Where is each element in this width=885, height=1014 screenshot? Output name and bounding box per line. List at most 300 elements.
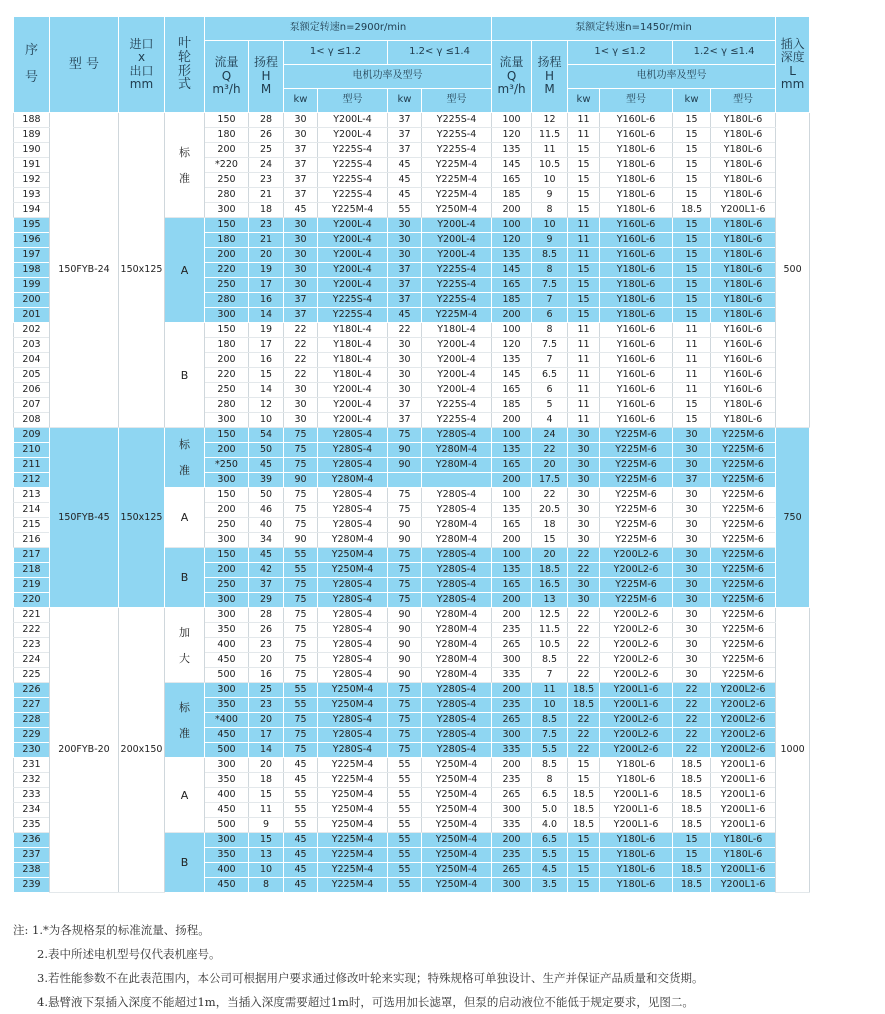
- cell-type2: Y280S-4: [422, 698, 492, 713]
- cell-flow: 220: [205, 263, 249, 278]
- cell-type3: Y180L-6: [600, 158, 673, 173]
- cell-kw1: 45: [284, 833, 318, 848]
- cell-head: 19: [249, 263, 284, 278]
- cell-kw4: 30: [673, 548, 711, 563]
- cell-depth: 500: [776, 113, 810, 428]
- header-range1-2900: [284, 41, 388, 65]
- cell-kw3: 22: [568, 548, 600, 563]
- cell-flow-low: 145: [492, 368, 532, 383]
- cell-kw4: 30: [673, 503, 711, 518]
- cell-kw3: 30: [568, 443, 600, 458]
- cell-type3: Y200L1-6: [600, 818, 673, 833]
- cell-kw2: 55: [388, 863, 422, 878]
- cell-kw2: 55: [388, 833, 422, 848]
- cell-type1: Y280S-4: [318, 458, 388, 473]
- cell-type4: Y180L-6: [711, 848, 776, 863]
- cell-type2: Y280S-4: [422, 713, 492, 728]
- cell-kw3: 11: [568, 338, 600, 353]
- cell-head: 23: [249, 638, 284, 653]
- cell-type3: Y180L-6: [600, 878, 673, 893]
- cell-type2: Y280S-4: [422, 548, 492, 563]
- cell-type2: Y225S-4: [422, 143, 492, 158]
- cell-type4: Y200L1-6: [711, 758, 776, 773]
- cell-type4: Y200L2-6: [711, 698, 776, 713]
- cell-head-low: 4.0: [532, 818, 568, 833]
- cell-type1: Y280S-4: [318, 443, 388, 458]
- cell-kw3: 15: [568, 143, 600, 158]
- cell-kw1: 75: [284, 488, 318, 503]
- cell-impeller: B: [165, 548, 205, 608]
- cell-type3: Y160L-6: [600, 338, 673, 353]
- cell-type1: Y280M-4: [318, 533, 388, 548]
- cell-head: 42: [249, 563, 284, 578]
- cell-head-low: 18: [532, 518, 568, 533]
- cell-seq: 210: [14, 443, 50, 458]
- cell-kw1: 75: [284, 713, 318, 728]
- cell-flow: 250: [205, 278, 249, 293]
- cell-seq: 197: [14, 248, 50, 263]
- cell-kw1: 37: [284, 158, 318, 173]
- cell-kw3: 22: [568, 728, 600, 743]
- cell-type4: Y160L-6: [711, 338, 776, 353]
- cell-head-low: 20: [532, 458, 568, 473]
- cell-kw4: 15: [673, 833, 711, 848]
- cell-type4: Y200L1-6: [711, 773, 776, 788]
- cell-kw4: 18.5: [673, 758, 711, 773]
- cell-kw3: 22: [568, 743, 600, 758]
- cell-inlet: 200x150: [119, 608, 165, 893]
- cell-type1: Y225M-4: [318, 863, 388, 878]
- cell-kw1: 30: [284, 248, 318, 263]
- cell-seq: 233: [14, 788, 50, 803]
- cell-model: 150FYB-24: [50, 113, 119, 428]
- cell-kw3: 15: [568, 173, 600, 188]
- cell-head-low: 9: [532, 188, 568, 203]
- cell-head: 37: [249, 578, 284, 593]
- header-range1-text: 1< γ ≤1.2: [309, 46, 362, 58]
- cell-type1: Y200L-4: [318, 398, 388, 413]
- cell-flow-low: 300: [492, 878, 532, 893]
- header-impeller-text: 叶 轮 形 式: [177, 36, 191, 93]
- cell-type1: Y180L-4: [318, 353, 388, 368]
- cell-kw4: 18.5: [673, 878, 711, 893]
- cell-kw2: 55: [388, 818, 422, 833]
- header-motor-text: 电机功率及型号: [636, 70, 707, 82]
- cell-head-low: 20.5: [532, 503, 568, 518]
- cell-kw1: 30: [284, 263, 318, 278]
- cell-flow-low: 185: [492, 188, 532, 203]
- cell-kw3: 30: [568, 473, 600, 488]
- cell-kw1: 30: [284, 398, 318, 413]
- cell-kw3: 15: [568, 158, 600, 173]
- cell-head: 20: [249, 653, 284, 668]
- header-range1-text: 1< γ ≤1.2: [594, 46, 646, 58]
- cell-kw2: 37: [388, 398, 422, 413]
- cell-kw1: 75: [284, 428, 318, 443]
- cell-kw4: 15: [673, 188, 711, 203]
- cell-type3: Y225M-6: [600, 503, 673, 518]
- cell-flow: 150: [205, 323, 249, 338]
- cell-flow: 250: [205, 173, 249, 188]
- cell-head-low: 11.5: [532, 623, 568, 638]
- cell-kw3: 15: [568, 293, 600, 308]
- cell-kw1: 55: [284, 698, 318, 713]
- cell-type1: Y180L-4: [318, 323, 388, 338]
- cell-flow: 200: [205, 248, 249, 263]
- cell-flow-low: 100: [492, 548, 532, 563]
- cell-flow-low: 145: [492, 158, 532, 173]
- cell-seq: 189: [14, 128, 50, 143]
- cell-type1: Y225M-4: [318, 758, 388, 773]
- header-impeller: [165, 17, 205, 113]
- cell-kw2: 90: [388, 638, 422, 653]
- cell-kw4: 22: [673, 743, 711, 758]
- cell-head: 24: [249, 158, 284, 173]
- cell-flow: 300: [205, 203, 249, 218]
- cell-flow: 280: [205, 293, 249, 308]
- cell-seq: 196: [14, 233, 50, 248]
- cell-model: 150FYB-45: [50, 428, 119, 608]
- cell-flow-low: 200: [492, 758, 532, 773]
- cell-flow-low: 335: [492, 818, 532, 833]
- cell-type1: Y225M-4: [318, 878, 388, 893]
- cell-kw3: 18.5: [568, 803, 600, 818]
- cell-flow: 400: [205, 788, 249, 803]
- cell-head: 11: [249, 803, 284, 818]
- cell-head: 17: [249, 278, 284, 293]
- header-speed-2900-text: 泵额定转速n=2900r/min: [289, 22, 407, 34]
- cell-kw2: 37: [388, 293, 422, 308]
- cell-head: 16: [249, 293, 284, 308]
- cell-type4: Y180L-6: [711, 158, 776, 173]
- cell-type4: Y200L1-6: [711, 878, 776, 893]
- cell-kw4: 30: [673, 608, 711, 623]
- cell-head: 14: [249, 383, 284, 398]
- cell-head: 54: [249, 428, 284, 443]
- cell-type3: Y200L2-6: [600, 668, 673, 683]
- header-head-1450: [532, 41, 568, 113]
- cell-kw2: 90: [388, 608, 422, 623]
- cell-seq: 226: [14, 683, 50, 698]
- cell-seq: 206: [14, 383, 50, 398]
- cell-type2: Y225M-4: [422, 188, 492, 203]
- cell-kw1: 90: [284, 473, 318, 488]
- cell-type4: Y200L2-6: [711, 713, 776, 728]
- cell-type4: Y180L-6: [711, 248, 776, 263]
- cell-head-low: 8.5: [532, 758, 568, 773]
- cell-flow: 300: [205, 413, 249, 428]
- cell-flow-low: 235: [492, 848, 532, 863]
- cell-type2: Y280S-4: [422, 728, 492, 743]
- cell-type2: Y280M-4: [422, 668, 492, 683]
- cell-kw2: 75: [388, 593, 422, 608]
- cell-type2: Y225M-4: [422, 308, 492, 323]
- cell-type4: Y160L-6: [711, 353, 776, 368]
- cell-flow: 450: [205, 803, 249, 818]
- cell-kw1: 37: [284, 293, 318, 308]
- cell-seq: 203: [14, 338, 50, 353]
- cell-kw4: 22: [673, 713, 711, 728]
- header-kw: [388, 89, 422, 113]
- cell-type2: Y280M-4: [422, 608, 492, 623]
- cell-kw1: 75: [284, 743, 318, 758]
- cell-flow: 300: [205, 758, 249, 773]
- cell-type3: Y180L-6: [600, 863, 673, 878]
- cell-kw2: 90: [388, 668, 422, 683]
- cell-seq: 205: [14, 368, 50, 383]
- cell-type2: Y225M-4: [422, 158, 492, 173]
- cell-type3: Y160L-6: [600, 128, 673, 143]
- cell-type4: Y200L2-6: [711, 728, 776, 743]
- cell-flow: 280: [205, 398, 249, 413]
- cell-seq: 193: [14, 188, 50, 203]
- cell-type1: Y200L-4: [318, 263, 388, 278]
- cell-type1: Y280S-4: [318, 653, 388, 668]
- cell-head-low: 6.5: [532, 368, 568, 383]
- cell-head: 16: [249, 353, 284, 368]
- cell-kw2: 45: [388, 158, 422, 173]
- cell-kw1: 37: [284, 308, 318, 323]
- header-kw: [568, 89, 600, 113]
- cell-head: 15: [249, 368, 284, 383]
- cell-flow-low: 200: [492, 683, 532, 698]
- cell-head: 21: [249, 188, 284, 203]
- cell-type3: Y225M-6: [600, 518, 673, 533]
- cell-flow-low: 235: [492, 623, 532, 638]
- cell-type1: Y280S-4: [318, 518, 388, 533]
- cell-head: 20: [249, 248, 284, 263]
- cell-type4: Y180L-6: [711, 308, 776, 323]
- cell-kw1: 55: [284, 803, 318, 818]
- cell-head-low: 15: [532, 533, 568, 548]
- table-row: [14, 608, 880, 623]
- cell-type1: Y225S-4: [318, 293, 388, 308]
- cell-head: 25: [249, 143, 284, 158]
- cell-type2: Y200L-4: [422, 233, 492, 248]
- cell-type3: Y200L2-6: [600, 638, 673, 653]
- cell-kw1: 55: [284, 788, 318, 803]
- header-motor-text: 电机功率及型号: [352, 70, 423, 82]
- cell-flow: 300: [205, 308, 249, 323]
- table-row: [14, 113, 880, 128]
- cell-kw3: 22: [568, 623, 600, 638]
- cell-kw1: 55: [284, 563, 318, 578]
- cell-flow-low: 200: [492, 308, 532, 323]
- cell-kw2: 30: [388, 338, 422, 353]
- cell-head: 12: [249, 398, 284, 413]
- cell-flow-low: 185: [492, 398, 532, 413]
- cell-type1: Y200L-4: [318, 383, 388, 398]
- cell-type3: Y200L2-6: [600, 728, 673, 743]
- cell-impeller: A: [165, 758, 205, 833]
- cell-type3: Y180L-6: [600, 263, 673, 278]
- cell-head-low: 4: [532, 413, 568, 428]
- cell-kw2: 37: [388, 278, 422, 293]
- cell-flow-low: 165: [492, 383, 532, 398]
- cell-kw4: 15: [673, 293, 711, 308]
- cell-kw2: 75: [388, 713, 422, 728]
- cell-type1: Y250M-4: [318, 803, 388, 818]
- cell-type3: Y160L-6: [600, 248, 673, 263]
- cell-head-low: 7: [532, 293, 568, 308]
- cell-head-low: 22: [532, 443, 568, 458]
- cell-head-low: 16.5: [532, 578, 568, 593]
- cell-flow: 350: [205, 698, 249, 713]
- cell-kw2: 37: [388, 128, 422, 143]
- cell-type3: Y180L-6: [600, 308, 673, 323]
- cell-flow: 400: [205, 863, 249, 878]
- cell-type4: Y225M-6: [711, 638, 776, 653]
- cell-type4: Y200L1-6: [711, 203, 776, 218]
- cell-head: 13: [249, 848, 284, 863]
- cell-type3: Y200L2-6: [600, 743, 673, 758]
- cell-seq: 211: [14, 458, 50, 473]
- cell-head: 28: [249, 113, 284, 128]
- cell-kw1: 45: [284, 758, 318, 773]
- header-head-text: 扬程 H M: [253, 55, 278, 97]
- cell-type2: Y200L-4: [422, 368, 492, 383]
- cell-head: 20: [249, 713, 284, 728]
- cell-kw2: 45: [388, 308, 422, 323]
- cell-kw4: 37: [673, 473, 711, 488]
- cell-head: 26: [249, 623, 284, 638]
- cell-type4: Y225M-6: [711, 518, 776, 533]
- cell-seq: 227: [14, 698, 50, 713]
- cell-type3: Y200L2-6: [600, 563, 673, 578]
- cell-kw1: 55: [284, 548, 318, 563]
- cell-kw4: 22: [673, 728, 711, 743]
- header-type-text: 型号: [733, 94, 754, 106]
- cell-type3: Y225M-6: [600, 443, 673, 458]
- cell-flow: 300: [205, 833, 249, 848]
- cell-flow: 200: [205, 353, 249, 368]
- cell-seq: 191: [14, 158, 50, 173]
- cell-kw2: 55: [388, 773, 422, 788]
- cell-type4: Y160L-6: [711, 383, 776, 398]
- cell-inlet: 150x125: [119, 113, 165, 428]
- cell-type4: Y180L-6: [711, 263, 776, 278]
- cell-kw2: 30: [388, 368, 422, 383]
- cell-type3: Y160L-6: [600, 368, 673, 383]
- cell-head-low: 10: [532, 173, 568, 188]
- cell-seq: 215: [14, 518, 50, 533]
- cell-type3: Y200L1-6: [600, 698, 673, 713]
- cell-kw2: 90: [388, 518, 422, 533]
- cell-type4: Y225M-6: [711, 443, 776, 458]
- cell-seq: 199: [14, 278, 50, 293]
- cell-seq: 212: [14, 473, 50, 488]
- cell-type2: Y280M-4: [422, 533, 492, 548]
- cell-kw1: 75: [284, 443, 318, 458]
- cell-flow: 150: [205, 218, 249, 233]
- cell-head: 17: [249, 728, 284, 743]
- cell-kw3: 11: [568, 248, 600, 263]
- cell-seq: 198: [14, 263, 50, 278]
- cell-flow-low: 135: [492, 143, 532, 158]
- cell-kw3: 11: [568, 383, 600, 398]
- cell-flow: 450: [205, 728, 249, 743]
- cell-kw3: 15: [568, 848, 600, 863]
- cell-type3: Y225M-6: [600, 578, 673, 593]
- cell-kw4: 30: [673, 638, 711, 653]
- cell-head: 46: [249, 503, 284, 518]
- cell-head-low: 8: [532, 203, 568, 218]
- cell-kw4: 15: [673, 413, 711, 428]
- cell-kw2: 37: [388, 143, 422, 158]
- cell-flow: 500: [205, 668, 249, 683]
- header-model-text: 型 号: [68, 56, 100, 72]
- cell-kw4: 11: [673, 368, 711, 383]
- cell-head-low: 6.5: [532, 788, 568, 803]
- cell-type4: Y225M-6: [711, 563, 776, 578]
- cell-kw2: 90: [388, 443, 422, 458]
- cell-flow: 300: [205, 683, 249, 698]
- cell-kw3: 30: [568, 488, 600, 503]
- cell-kw4: 30: [673, 533, 711, 548]
- cell-kw3: 15: [568, 308, 600, 323]
- cell-kw1: 30: [284, 233, 318, 248]
- cell-seq: 214: [14, 503, 50, 518]
- cell-seq: 194: [14, 203, 50, 218]
- cell-type4: Y160L-6: [711, 323, 776, 338]
- cell-flow: 250: [205, 383, 249, 398]
- cell-type1: Y280S-4: [318, 608, 388, 623]
- cell-type4: Y225M-6: [711, 593, 776, 608]
- cell-kw4: 30: [673, 593, 711, 608]
- cell-flow-low: 165: [492, 578, 532, 593]
- cell-type2: Y280S-4: [422, 428, 492, 443]
- cell-kw1: 75: [284, 728, 318, 743]
- header-kw-text: kw: [293, 94, 308, 106]
- cell-kw2: 37: [388, 413, 422, 428]
- cell-type2: Y250M-4: [422, 878, 492, 893]
- cell-seq: 195: [14, 218, 50, 233]
- header-depth-text: 插入 深度 L mm: [780, 36, 805, 91]
- cell-kw1: 75: [284, 668, 318, 683]
- cell-flow: 180: [205, 233, 249, 248]
- cell-kw1: 37: [284, 188, 318, 203]
- cell-type1: Y280S-4: [318, 593, 388, 608]
- cell-type1: Y280S-4: [318, 743, 388, 758]
- cell-type1: Y200L-4: [318, 248, 388, 263]
- cell-flow-low: 300: [492, 803, 532, 818]
- cell-flow-low: 200: [492, 413, 532, 428]
- cell-kw4: 30: [673, 653, 711, 668]
- cell-type4: Y180L-6: [711, 143, 776, 158]
- cell-type4: Y160L-6: [711, 368, 776, 383]
- cell-kw4: 30: [673, 668, 711, 683]
- cell-type2: Y200L-4: [422, 248, 492, 263]
- note-3: 3.若性能参数不在此表范围内，本公司可根据用户要求通过修改叶轮来实现；特殊规格可单独设计、生产并保证产品质量和交货期。: [37, 971, 704, 985]
- cell-kw4: 15: [673, 128, 711, 143]
- cell-type2: Y250M-4: [422, 803, 492, 818]
- cell-head: 25: [249, 683, 284, 698]
- cell-kw2: 37: [388, 113, 422, 128]
- cell-type1: Y250M-4: [318, 683, 388, 698]
- cell-type3: Y200L1-6: [600, 683, 673, 698]
- cell-type2: Y225S-4: [422, 293, 492, 308]
- cell-type2: Y225S-4: [422, 113, 492, 128]
- cell-kw3: 11: [568, 353, 600, 368]
- cell-kw4: 30: [673, 623, 711, 638]
- cell-type4: Y180L-6: [711, 233, 776, 248]
- cell-kw2: 90: [388, 623, 422, 638]
- cell-seq: 218: [14, 563, 50, 578]
- cell-type1: Y280S-4: [318, 623, 388, 638]
- cell-kw1: 75: [284, 653, 318, 668]
- cell-seq: 237: [14, 848, 50, 863]
- cell-type1: Y200L-4: [318, 413, 388, 428]
